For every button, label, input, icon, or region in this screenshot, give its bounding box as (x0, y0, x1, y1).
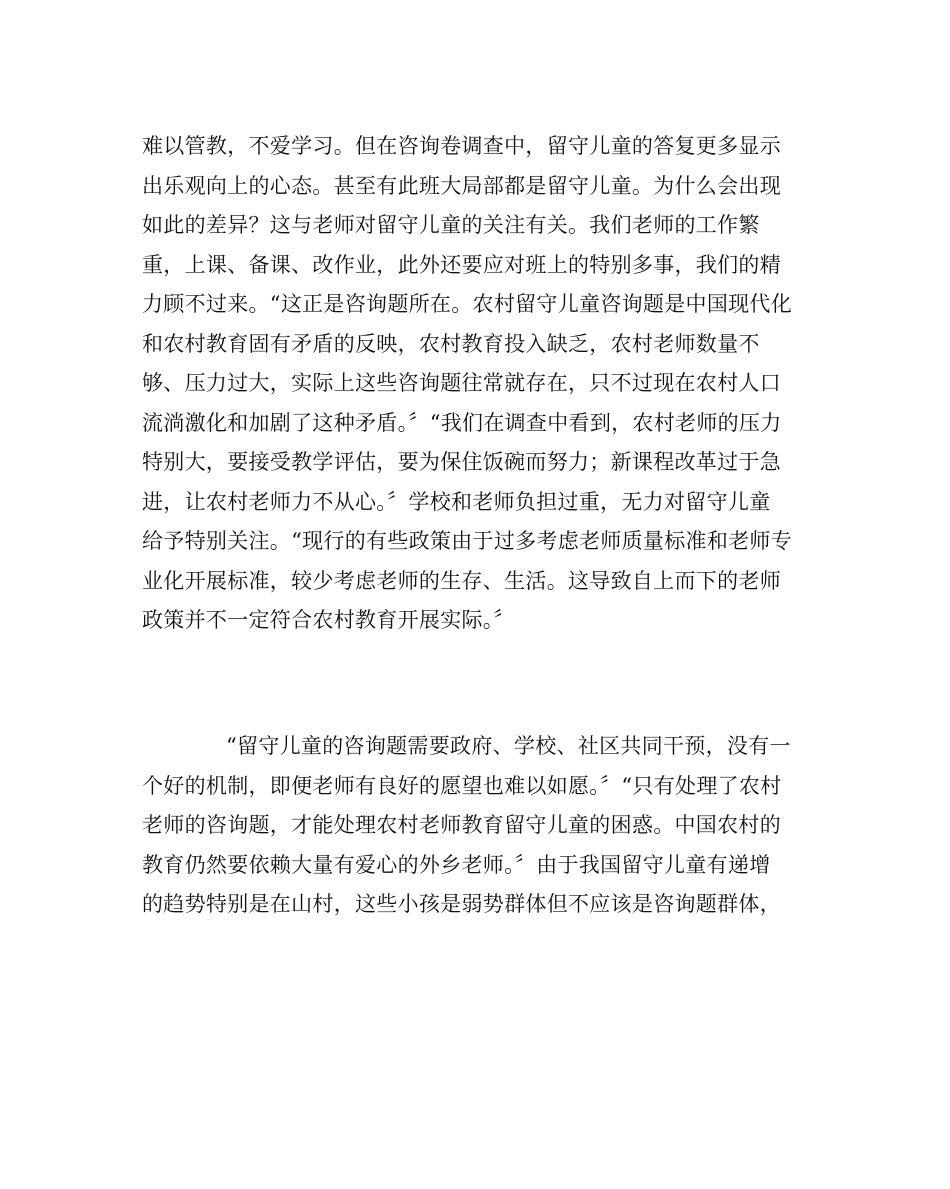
text-line: 够、压力过大，实际上这些咨询题往常就存在，只不过现在农村人口 (142, 371, 781, 395)
text-line: 如此的差异？这与老师对留守儿童的关注有关。我们老师的工作繁 (142, 213, 760, 237)
text-line: 重，上课、备课、改作业，此外还要应对班上的特别多事，我们的精 (142, 252, 781, 277)
text-line: 特别大，要接受教学评估，要为保住饭碗而努力；新课程改革过于急 (142, 450, 781, 474)
text-line: 教育仍然要依赖大量有爱心的外乡老师。〞由于我国留守儿童有递增 (142, 852, 771, 877)
text-line: 给予特别关注。“现行的有些政策由于过多考虑老师质量标准和老师专 (142, 529, 793, 553)
text-line: 进，让农村老师力不从心。〞学校和老师负担过重，无力对留守儿童 (142, 489, 771, 514)
text-line: 老师的咨询题，才能处理农村老师教育留守儿童的困惑。中国农村的 (142, 813, 781, 837)
text-line: 的趋势特别是在山村，这些小孩是弱势群体但不应该是咨询题群体， (142, 892, 781, 916)
text-line: 出乐观向上的心态。甚至有此班大局部都是留守儿童。为什么会出现 (142, 173, 781, 198)
text-line: 政策并不一定符合农村教育开展实际。〞 (142, 608, 515, 632)
text-line: 力顾不过来。“这正是咨询题所在。农村留守儿童咨询题是中国现代化 (142, 292, 793, 316)
text-line: 业化开展标准，较少考虑老师的生存、生活。这导致自上而下的老师 (142, 568, 781, 593)
text-line: 流淌激化和加剧了这种矛盾。〞“我们在调查中看到，农村老师的压力 (142, 410, 782, 435)
paragraph-2 (142, 727, 822, 925)
text-line: 和农村教育固有矛盾的反映，农村教育投入缺乏，农村老师数量不 (142, 331, 760, 356)
text-line: 个好的机制，即便老师有良好的愿望也难以如愿。〞“只有处理了农村 (142, 773, 782, 798)
paragraph-1 (142, 127, 822, 641)
text-line: “留守儿童的咨询题需要政府、学校、社区共同干预，没有一 (226, 734, 791, 758)
text-line: 难以管教，不爱学习。但在咨询卷调查中，留守儿童的答复更多显示 (142, 134, 781, 158)
